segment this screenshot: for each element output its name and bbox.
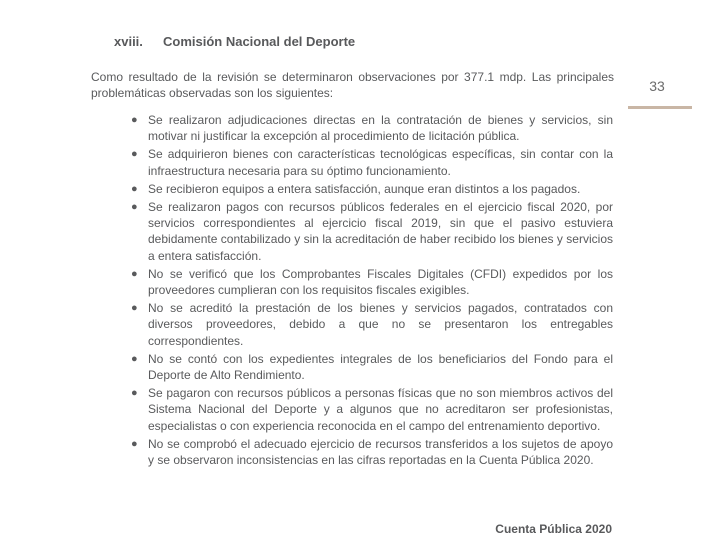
- bullet-icon: ●: [131, 437, 138, 450]
- list-item-text: No se acreditó la prestación de los bienes y servicios pagados, contratados con diversos proveedores, debido a que no se presentaron los entregables correspondientes.: [148, 301, 613, 348]
- observations-list: [131, 112, 613, 470]
- list-item-text: Se realizaron pagos con recursos públicos federales en el ejercicio fiscal 2020, por servicios correspondientes al ejercicio fiscal 2019, sin que el pasivo estuviera debidamente contabilizado y sin la acreditación de haber recibido los bienes y servicios a entera satisfacción.: [148, 200, 613, 263]
- list-item: [131, 146, 613, 178]
- intro-paragraph: Como resultado de la revisión se determinaron observaciones por 377.1 mdp. Las principales problemáticas observadas son los siguientes:: [91, 70, 614, 100]
- bullet-icon: ●: [131, 148, 138, 161]
- list-item: [131, 300, 613, 349]
- section-number: xviii.: [114, 34, 143, 49]
- page-number: 33: [649, 78, 665, 94]
- bullet-icon: ●: [131, 352, 138, 365]
- list-item-text: Se pagaron con recursos públicos a personas físicas que no son miembros activos del Sistema Nacional del Deporte y a algunos que no acreditaron ser profesionistas, especialistas o con experiencia reconocida en el campo del entrenamiento deportivo.: [148, 386, 613, 433]
- list-item: [131, 112, 613, 144]
- list-item-text: Se adquirieron bienes con características tecnológicas específicas, sin contar con la infraestructura necesaria para su óptimo funcionamiento.: [148, 147, 613, 178]
- list-item: [131, 199, 613, 264]
- bullet-icon: ●: [131, 387, 138, 400]
- list-item: [131, 351, 613, 383]
- bullet-icon: ●: [131, 267, 138, 280]
- list-item-text: Se realizaron adjudicaciones directas en la contratación de bienes y servicios, sin motivar ni justificar la excepción al procedimiento de licitación pública.: [148, 113, 613, 144]
- bullet-icon: ●: [131, 302, 138, 315]
- list-item-text: No se verificó que los Comprobantes Fiscales Digitales (CFDI) expedidos por los proveedores cumplieran con los requisitos fiscales exigibles.: [148, 266, 613, 298]
- bullet-icon: ●: [131, 114, 138, 126]
- list-item-text: No se contó con los expedientes integrales de los beneficiarios del Fondo para el Deporte de Alto Rendimiento.: [148, 351, 613, 383]
- list-item-text: No se comprobó el adecuado ejercicio de recursos transferidos a los sujetos de apoyo y se observaron inconsistencias en las cifras reportadas en la Cuenta Pública 2020.: [148, 436, 613, 468]
- footer-label: Cuenta Pública 2020: [495, 522, 612, 536]
- list-item: [131, 266, 613, 298]
- section-heading: [114, 34, 355, 49]
- page-number-rule: [628, 106, 692, 109]
- list-item: [131, 436, 613, 468]
- list-item-text: Se recibieron equipos a entera satisfacción, aunque eran distintos a los pagados.: [148, 181, 581, 196]
- bullet-icon: ●: [131, 201, 138, 214]
- bullet-icon: ●: [131, 182, 138, 195]
- list-item: [131, 385, 613, 434]
- list-item: [131, 181, 613, 197]
- section-title: Comisión Nacional del Deporte: [163, 34, 356, 49]
